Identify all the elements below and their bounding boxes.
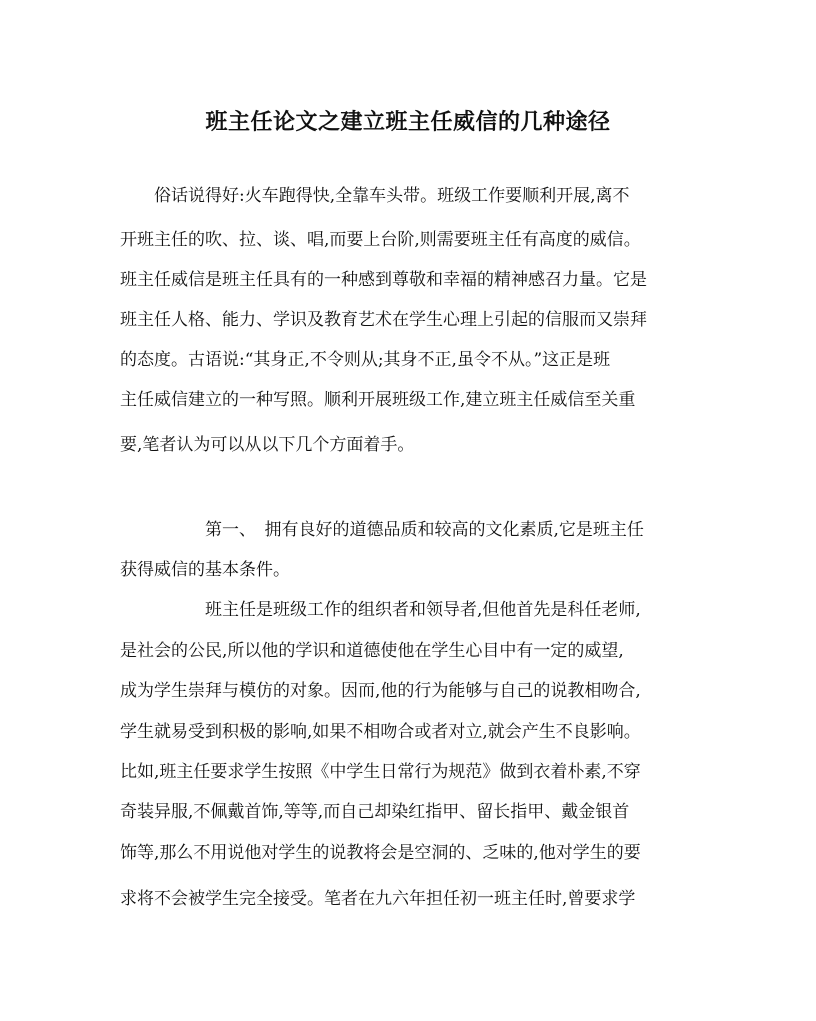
document-title: 班主任论文之建立班主任威信的几种途径: [205, 109, 611, 135]
paragraph-line: 饰等,那么不用说他对学生的说教将会是空洞的、乏味的,他对学生的要: [120, 843, 641, 863]
paragraph-line: 班主任威信是班主任具有的一种感到尊敬和幸福的精神感召力量。它是: [120, 270, 647, 290]
paragraph-line: 比如,班主任要求学生按照《中学生日常行为规范》做到衣着朴素,不穿: [120, 762, 641, 782]
paragraph-line: 奇装异服,不佩戴首饰,等等,而自己却染红指甲、留长指甲、戴金银首: [120, 802, 630, 822]
paragraph-line: 班主任是班级工作的组织者和领导者,但他首先是科任老师,: [120, 600, 641, 620]
paragraph-line: 是社会的公民,所以他的学识和道德使他在学生心目中有一定的威望,: [120, 641, 624, 661]
section-heading-line: 第一、 拥有良好的道德品质和较高的文化素质,它是班主任: [120, 520, 644, 540]
paragraph-line: 主任威信建立的一种写照。顺利开展班级工作,建立班主任威信至关重: [120, 390, 636, 410]
paragraph-line: 学生就易受到积极的影响,如果不相吻合或者对立,就会产生不良影响。: [120, 722, 641, 742]
paragraph-line: 班主任人格、能力、学识及教育艺术在学生心理上引起的信服而又崇拜: [120, 310, 647, 330]
paragraph-line: 的态度。古语说:“其身正,不令则从;其身不正,虽令不从。”这正是班: [120, 350, 611, 370]
paragraph-line: 求将不会被学生完全接受。笔者在九六年担任初一班主任时,曾要求学: [120, 889, 636, 909]
section-heading-line: 获得威信的基本条件。: [120, 560, 290, 580]
paragraph-line: 要,笔者认为可以从以下几个方面着手。: [120, 435, 415, 455]
paragraph-line: 成为学生崇拜与模仿的对象。因而,他的行为能够与自己的说教相吻合,: [120, 681, 641, 701]
paragraph-line: 俗话说得好:火车跑得快,全靠车头带。班级工作要顺利开展,离不: [120, 186, 630, 206]
paragraph-line: 开班主任的吹、拉、谈、唱,而要上台阶,则需要班主任有高度的威信。: [120, 230, 641, 250]
